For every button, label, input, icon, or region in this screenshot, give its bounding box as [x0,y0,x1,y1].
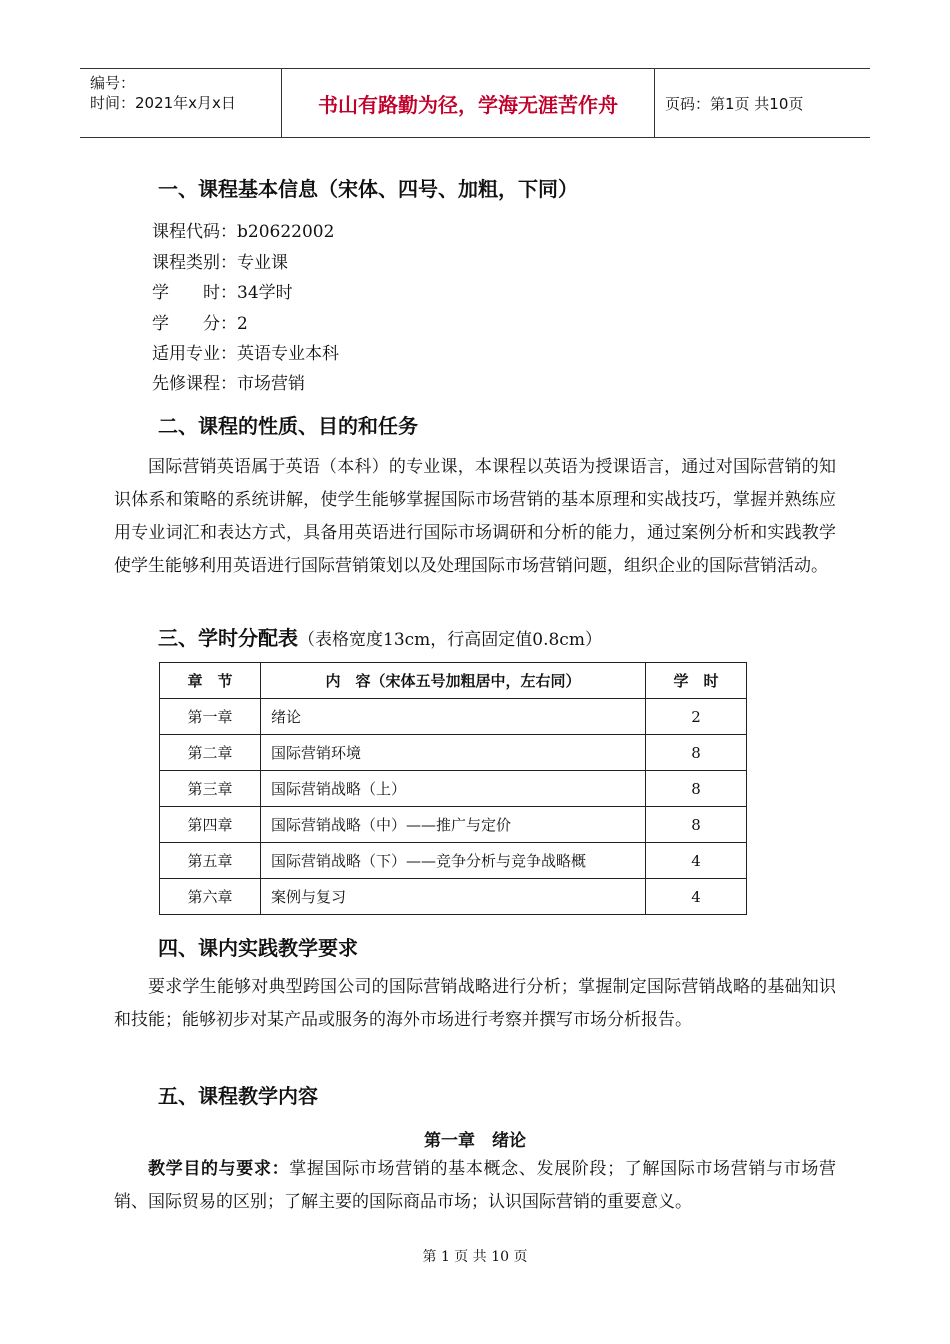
table-row [160,807,747,843]
table-row [160,771,747,807]
page-header [80,68,870,138]
info-line-code: 课程代码：b20622002 [152,222,335,242]
header-time-label: 时间：2021年x月x日 [90,94,236,112]
goal-text: 掌握国际市场营销的基本概念、发展阶段；了解国际市场营销与市场营销、国际贸易的区别；了解主要的国际商品市场；认识国际营销的重要意义。 [114,1159,837,1212]
header-meta [80,69,282,137]
goal-label: 教学目的与要求： [148,1159,290,1179]
table-cell-chapter: 第六章 [160,879,261,915]
page-footer: 第 1 页 共 10 页 [422,1249,528,1265]
table-cell-hours: 8 [646,771,747,807]
table-cell-chapter: 第一章 [160,699,261,735]
section3-title: 三、学时分配表 [158,626,298,650]
table-header-chapter: 章 节 [160,663,261,699]
info-line-major: 适用专业：英语专业本科 [152,344,339,364]
table-cell-hours: 4 [646,843,747,879]
table-header-hours: 学 时 [646,663,747,699]
header-page-info: 页码：第1页 共10页 [665,94,804,113]
section2-body: 国际营销英语属于英语（本科）的专业课，本课程以英语为授课语言，通过对国际营销的知识体系和策略的系统讲解，使学生能够掌握国际市场营销的基本原理和实战技巧，掌握并熟练应用专业词汇和表达方式，具备用英语进行国际市场调研和分析的能力，通过案例分析和实践教学使学生能够利用英语进行国际营销策划以及处理国际市场营销问题，组织企业的国际营销活动。 [114,457,836,576]
table-cell-chapter: 第三章 [160,771,261,807]
table-header-content: 内 容（宋体五号加粗居中，左右同） [261,663,646,699]
table-header-row [160,663,747,699]
table-cell-content: 国际营销战略（中）——推广与定价 [261,807,646,843]
section2-title: 二、课程的性质、目的和任务 [158,414,418,438]
table-cell-hours: 4 [646,879,747,915]
section5-title: 五、课程教学内容 [158,1084,318,1108]
table-cell-content: 国际营销战略（下）——竞争分析与竞争战略概 [261,843,646,879]
header-motto: 书山有路勤为径，学海无涯苦作舟 [282,69,655,137]
table-row [160,879,747,915]
table-cell-hours: 2 [646,699,747,735]
chapter1-title: 第一章 绪论 [424,1131,526,1151]
table-cell-content: 绪论 [261,699,646,735]
section4-body: 要求学生能够对典型跨国公司的国际营销战略进行分析；掌握制定国际营销战略的基础知识和技能；能够初步对某产品或服务的海外市场进行考察并撰写市场分析报告。 [114,977,836,1030]
info-line-type: 课程类别：专业课 [152,253,288,273]
table-row [160,843,747,879]
table-cell-hours: 8 [646,735,747,771]
table-cell-chapter: 第二章 [160,735,261,771]
section1-title: 一、课程基本信息 [158,177,318,201]
table-cell-chapter: 第五章 [160,843,261,879]
table-cell-content: 国际营销战略（上） [261,771,646,807]
table-cell-content: 国际营销环境 [261,735,646,771]
table-cell-hours: 8 [646,807,747,843]
table-cell-content: 案例与复习 [261,879,646,915]
section1-heading [158,173,578,202]
chapter1-goal [114,1153,836,1219]
table-cell-chapter: 第四章 [160,807,261,843]
info-line-credits: 学 分：2 [152,314,248,334]
hours-table [159,662,747,915]
section3-note: （表格宽度13cm，行高固定值0.8cm） [298,630,602,650]
table-row [160,735,747,771]
table-row [160,699,747,735]
section3-heading [158,622,602,651]
section4-title: 四、课内实践教学要求 [158,936,358,960]
info-line-hours: 学 时：34学时 [152,283,293,303]
info-line-prereq: 先修课程：市场营销 [152,374,305,394]
section1-note: （宋体、四号、加粗，下同） [318,177,578,201]
header-number-label: 编号： [90,74,136,92]
